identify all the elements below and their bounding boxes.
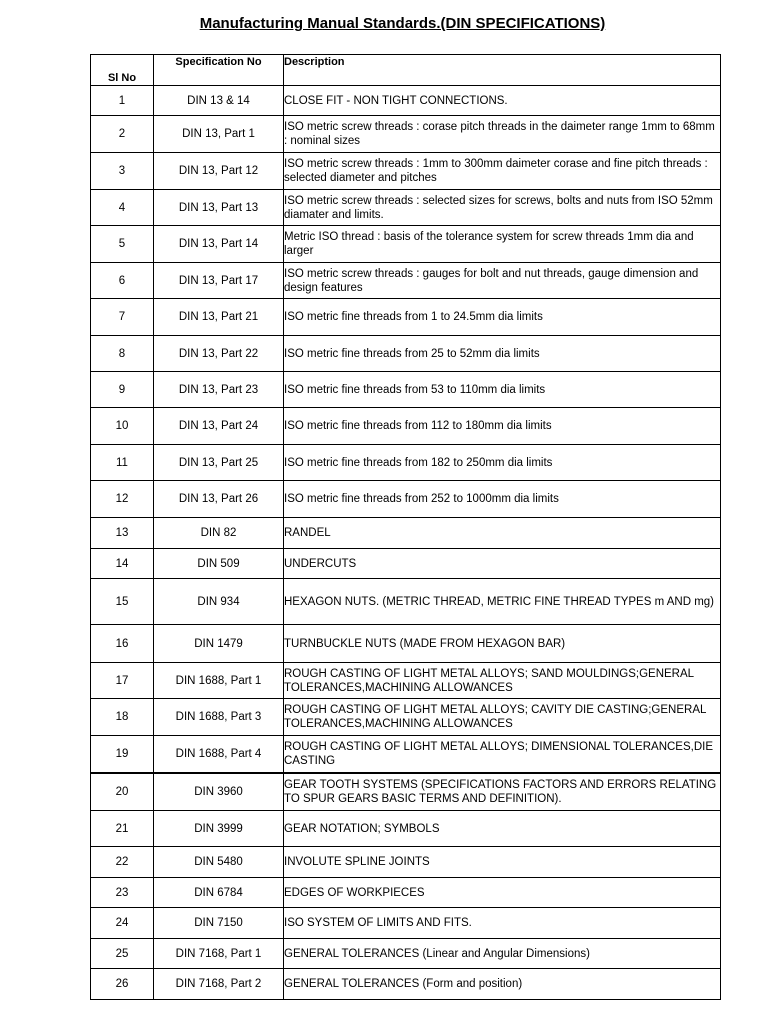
table-row — [91, 190, 721, 226]
description-cell: ISO SYSTEM OF LIMITS AND FITS. — [284, 908, 721, 939]
table-row — [91, 153, 721, 190]
specification-no-cell: DIN 3960 — [154, 773, 284, 811]
specification-no-cell: DIN 13, Part 12 — [154, 153, 284, 190]
col-header-description: Description — [284, 55, 721, 86]
specification-no-cell: DIN 13, Part 25 — [154, 445, 284, 481]
table-row — [91, 811, 721, 847]
description-cell: ISO metric fine threads from 53 to 110mm dia limits — [284, 372, 721, 408]
specification-no-cell: DIN 13, Part 24 — [154, 408, 284, 445]
specification-no-cell: DIN 13, Part 26 — [154, 481, 284, 518]
table-row — [91, 625, 721, 663]
specification-no-cell: DIN 1688, Part 1 — [154, 663, 284, 699]
table-row — [91, 372, 721, 408]
sl-no-cell: 6 — [91, 263, 154, 299]
sl-no-cell: 13 — [91, 518, 154, 549]
specification-no-cell: DIN 6784 — [154, 878, 284, 908]
table-row — [91, 263, 721, 299]
sl-no-cell: 5 — [91, 226, 154, 263]
specification-no-cell: DIN 1479 — [154, 625, 284, 663]
description-cell: ISO metric fine threads from 112 to 180mm dia limits — [284, 408, 721, 445]
specification-no-cell: DIN 13, Part 21 — [154, 299, 284, 336]
description-cell: ISO metric screw threads : corase pitch threads in the daimeter range 1mm to 68mm : nominal sizes — [284, 116, 721, 153]
description-cell: ROUGH CASTING OF LIGHT METAL ALLOYS; CAVITY DIE CASTING;GENERAL TOLERANCES,MACHINING ALLOWANCES — [284, 699, 721, 736]
description-cell: GEAR TOOTH SYSTEMS (SPECIFICATIONS FACTORS AND ERRORS RELATING TO SPUR GEARS BASIC TERMS AND DEFINITION). — [284, 773, 721, 811]
sl-no-cell: 8 — [91, 336, 154, 372]
table-row — [91, 336, 721, 372]
specification-no-cell: DIN 82 — [154, 518, 284, 549]
description-cell: ISO metric fine threads from 252 to 1000mm dia limits — [284, 481, 721, 518]
sl-no-cell: 18 — [91, 699, 154, 736]
specification-no-cell: DIN 3999 — [154, 811, 284, 847]
sl-no-cell: 3 — [91, 153, 154, 190]
description-cell: ISO metric screw threads : selected sizes for screws, bolts and nuts from ISO 52mm diamater and limits. — [284, 190, 721, 226]
table-row — [91, 736, 721, 773]
sl-no-cell: 19 — [91, 736, 154, 773]
specification-no-cell: DIN 13, Part 23 — [154, 372, 284, 408]
specification-no-cell: DIN 1688, Part 4 — [154, 736, 284, 773]
sl-no-cell: 16 — [91, 625, 154, 663]
specification-no-cell: DIN 7150 — [154, 908, 284, 939]
sl-no-cell: 25 — [91, 939, 154, 969]
description-cell: ISO metric fine threads from 25 to 52mm dia limits — [284, 336, 721, 372]
table-row — [91, 939, 721, 969]
sl-no-cell: 14 — [91, 549, 154, 579]
table-row — [91, 445, 721, 481]
table-row — [91, 116, 721, 153]
specification-no-cell: DIN 13, Part 1 — [154, 116, 284, 153]
description-cell: HEXAGON NUTS. (METRIC THREAD, METRIC FINE THREAD TYPES m AND mg) — [284, 579, 721, 625]
table-row — [91, 579, 721, 625]
description-cell: ISO metric fine threads from 1 to 24.5mm dia limits — [284, 299, 721, 336]
sl-no-cell: 2 — [91, 116, 154, 153]
table-row — [91, 878, 721, 908]
table-row — [91, 86, 721, 116]
description-cell: GENERAL TOLERANCES (Form and position) — [284, 969, 721, 1000]
table-row — [91, 699, 721, 736]
specification-no-cell: DIN 1688, Part 3 — [154, 699, 284, 736]
sl-no-cell: 15 — [91, 579, 154, 625]
sl-no-cell: 12 — [91, 481, 154, 518]
sl-no-cell: 1 — [91, 86, 154, 116]
sl-no-cell: 26 — [91, 969, 154, 1000]
description-cell: INVOLUTE SPLINE JOINTS — [284, 847, 721, 878]
specification-no-cell: DIN 13, Part 14 — [154, 226, 284, 263]
specification-no-cell: DIN 5480 — [154, 847, 284, 878]
table-row — [91, 518, 721, 549]
sl-no-cell: 11 — [91, 445, 154, 481]
description-cell: GENERAL TOLERANCES (Linear and Angular Dimensions) — [284, 939, 721, 969]
sl-no-cell: 24 — [91, 908, 154, 939]
description-cell: ISO metric screw threads : 1mm to 300mm daimeter corase and fine pitch threads : selected diameter and pitches — [284, 153, 721, 190]
description-cell: ROUGH CASTING OF LIGHT METAL ALLOYS; DIMENSIONAL TOLERANCES,DIE CASTING — [284, 736, 721, 773]
table-row — [91, 299, 721, 336]
sl-no-cell: 20 — [91, 773, 154, 811]
table-row — [91, 908, 721, 939]
specification-no-cell: DIN 509 — [154, 549, 284, 579]
description-cell: Metric ISO thread : basis of the tolerance system for screw threads 1mm dia and larger — [284, 226, 721, 263]
table-row — [91, 663, 721, 699]
sl-no-cell: 7 — [91, 299, 154, 336]
col-header-specification-no: Specification No — [154, 55, 284, 86]
sl-no-cell: 4 — [91, 190, 154, 226]
sl-no-cell: 21 — [91, 811, 154, 847]
description-cell: TURNBUCKLE NUTS (MADE FROM HEXAGON BAR) — [284, 625, 721, 663]
description-cell: CLOSE FIT - NON TIGHT CONNECTIONS. — [284, 86, 721, 116]
sl-no-cell: 22 — [91, 847, 154, 878]
specification-no-cell: DIN 13, Part 17 — [154, 263, 284, 299]
description-cell: ROUGH CASTING OF LIGHT METAL ALLOYS; SAND MOULDINGS;GENERAL TOLERANCES,MACHINING ALLOWANCES — [284, 663, 721, 699]
specification-no-cell: DIN 13, Part 13 — [154, 190, 284, 226]
table-row — [91, 969, 721, 1000]
col-header-sl-no: Sl No — [91, 55, 154, 86]
spec-table — [90, 54, 721, 1000]
specification-no-cell: DIN 13, Part 22 — [154, 336, 284, 372]
description-cell: RANDEL — [284, 518, 721, 549]
page-title: Manufacturing Manual Standards.(DIN SPECIFICATIONS) — [199, 15, 606, 32]
table-row — [91, 773, 721, 811]
specification-no-cell: DIN 934 — [154, 579, 284, 625]
specification-no-cell: DIN 7168, Part 1 — [154, 939, 284, 969]
description-cell: ISO metric fine threads from 182 to 250mm dia limits — [284, 445, 721, 481]
description-cell: GEAR NOTATION; SYMBOLS — [284, 811, 721, 847]
description-cell: ISO metric screw threads : gauges for bolt and nut threads, gauge dimension and design features — [284, 263, 721, 299]
header-row — [91, 55, 721, 86]
specification-no-cell: DIN 13 & 14 — [154, 86, 284, 116]
description-cell: UNDERCUTS — [284, 549, 721, 579]
sl-no-cell: 10 — [91, 408, 154, 445]
table-row — [91, 847, 721, 878]
table-row — [91, 226, 721, 263]
table-row — [91, 408, 721, 445]
sl-no-cell: 23 — [91, 878, 154, 908]
table-row — [91, 481, 721, 518]
table-row — [91, 549, 721, 579]
sl-no-cell: 17 — [91, 663, 154, 699]
sl-no-cell: 9 — [91, 372, 154, 408]
specification-no-cell: DIN 7168, Part 2 — [154, 969, 284, 1000]
description-cell: EDGES OF WORKPIECES — [284, 878, 721, 908]
